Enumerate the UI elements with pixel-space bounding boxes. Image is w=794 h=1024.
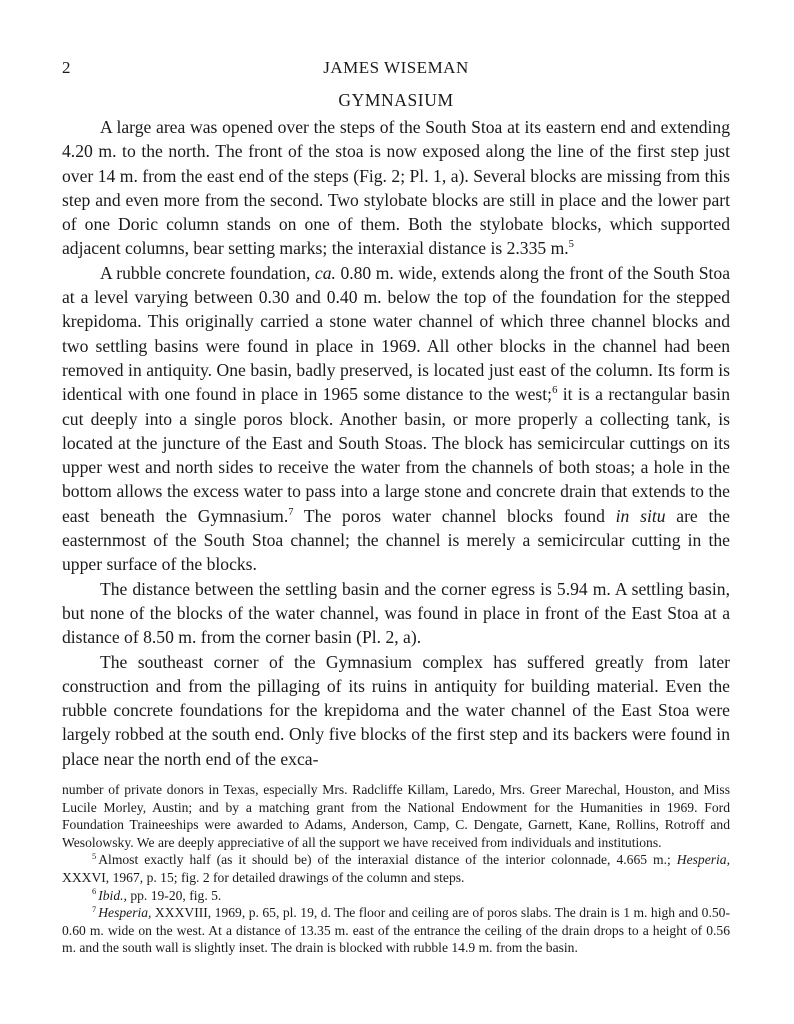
footnotes — [62, 781, 730, 957]
footnote-mark: 7 — [92, 903, 97, 914]
italic-ca: ca. — [314, 262, 336, 283]
running-title: JAMES WISEMAN — [323, 58, 469, 77]
footnote-ref-5: 5 — [568, 239, 574, 251]
paragraph-1 — [62, 115, 730, 261]
footnote-continued: number of private donors in Texas, especially Mrs. Radcliffe Killam, Laredo, Mrs. Greer Marechal, Houston, and Miss Lucile Morley, Austin; and by a matching grant from the National Endowment for the Humanities in 1969. Ford Foundation Traineeships were awarded to Adams, Anderson, Camp, C. Dengate, Garnett, Kane, Rollins, Rotroff and Wesolowsky. We are deeply appreciative of all the support we have received from individuals and institutions. — [62, 782, 730, 850]
paragraph-3 — [62, 577, 730, 650]
footnote-text: XXXVI, 1967, p. 15; fig. 2 for detailed drawings of the column and steps. — [62, 869, 465, 885]
paragraph-text: A large area was opened over the steps of the South Stoa at its eastern end and extending 4.20 m. to the north. The front of the stoa is now exposed along the line of the first step just over 14 m. from the east end of the steps (Fig. 2; Pl. 1, a). Several blocks are missing from this step and even more from the second. Two stylobate blocks are still in place and the lower part of one Doric column stands on one of them. Both the stylobate blocks, which supported adjacent columns, bear setting marks; the interaxial distance is 2.335 m. — [62, 117, 730, 259]
body-text — [62, 115, 730, 771]
footnote-text: pp. 19-20, fig. 5. — [126, 887, 222, 903]
italic-journal: Hesperia, — [98, 905, 152, 921]
footnote-ref-6: 6 — [552, 385, 558, 397]
footnote-text: XXXVIII, 1969, p. 65, pl. 19, d. The floor and ceiling are of poros slabs. The drain is 1 m. high and 0.50-0.60 m. wide on the west. At a distance of 13.35 m. east of the entrance the ceiling of the drain drops to a height of 0.56 m. and the south wall is slightly inset. The drain is blocked with rubble 14.9 m. from the basin. — [62, 905, 730, 956]
footnote-ref-7: 7 — [288, 506, 294, 518]
running-head — [62, 58, 730, 88]
document-page — [62, 58, 730, 957]
italic-ibid: Ibid., — [98, 887, 127, 903]
paragraph-text: The southeast corner of the Gymnasium complex has suffered greatly from later construction and from the pillaging of its ruins in antiquity for building material. Even the rubble concrete foundations for the krepidoma and the water channel of the East Stoa were largely robbed at the south end. Only five blocks of the first step and its backers were found in place near the north end of the exca- — [62, 651, 730, 769]
footnote-6 — [62, 887, 730, 905]
paragraph-text: The distance between the settling basin and the corner egress is 5.94 m. A settling basin, but none of the blocks of the water channel, was found in place in front of the East Stoa at a distance of 8.50 m. from the corner basin (Pl. 2, a). — [62, 578, 730, 648]
paragraph-text: The poros water channel blocks found — [293, 505, 616, 526]
page-number: 2 — [62, 58, 71, 77]
paragraph-text: A rubble concrete foundation, — [100, 262, 315, 283]
section-title: GYMNASIUM — [338, 90, 454, 110]
paragraph-text: are the easternmost of the South Stoa channel; the channel is merely a semicircular cutting in the upper surface of the blocks. — [62, 505, 730, 575]
paragraph-text: it is a rectangular basin cut deeply into a single poros block. Another basin, or more properly a collecting tank, is located at the juncture of the East and South Stoas. The block has semicircular cuttings on its upper west and north sides to receive the water from the channels of both stoas; a hole in the bottom allows the excess water to pass into a large stone and concrete drain that extends to the east beneath the Gymnasium. — [62, 384, 730, 526]
italic-journal: Hesperia, — [676, 852, 730, 868]
italic-in-situ: in situ — [615, 505, 666, 526]
paragraph-4 — [62, 650, 730, 771]
footnote-mark: 5 — [92, 850, 97, 861]
paragraph-text: 0.80 m. wide, extends along the front of the South Stoa at a level varying between 0.30 and 0.40 m. below the top of the foundation for the stepped krepidoma. This originally carried a stone water channel of which three channel blocks and two settling basins were found in place in 1969. All other blocks in the channel had been removed in antiquity. One basin, badly preserved, is located just east of the column. Its form is identical with one found in place in 1965 some distance to the west; — [62, 262, 730, 405]
footnote-text: Almost exactly half (as it should be) of the interaxial distance of the interior colonnade, 4.665 m.; — [98, 852, 677, 868]
footnote-7 — [62, 904, 730, 957]
paragraph-2 — [62, 261, 730, 577]
footnote-mark: 6 — [92, 886, 97, 897]
footnote-5 — [62, 851, 730, 886]
